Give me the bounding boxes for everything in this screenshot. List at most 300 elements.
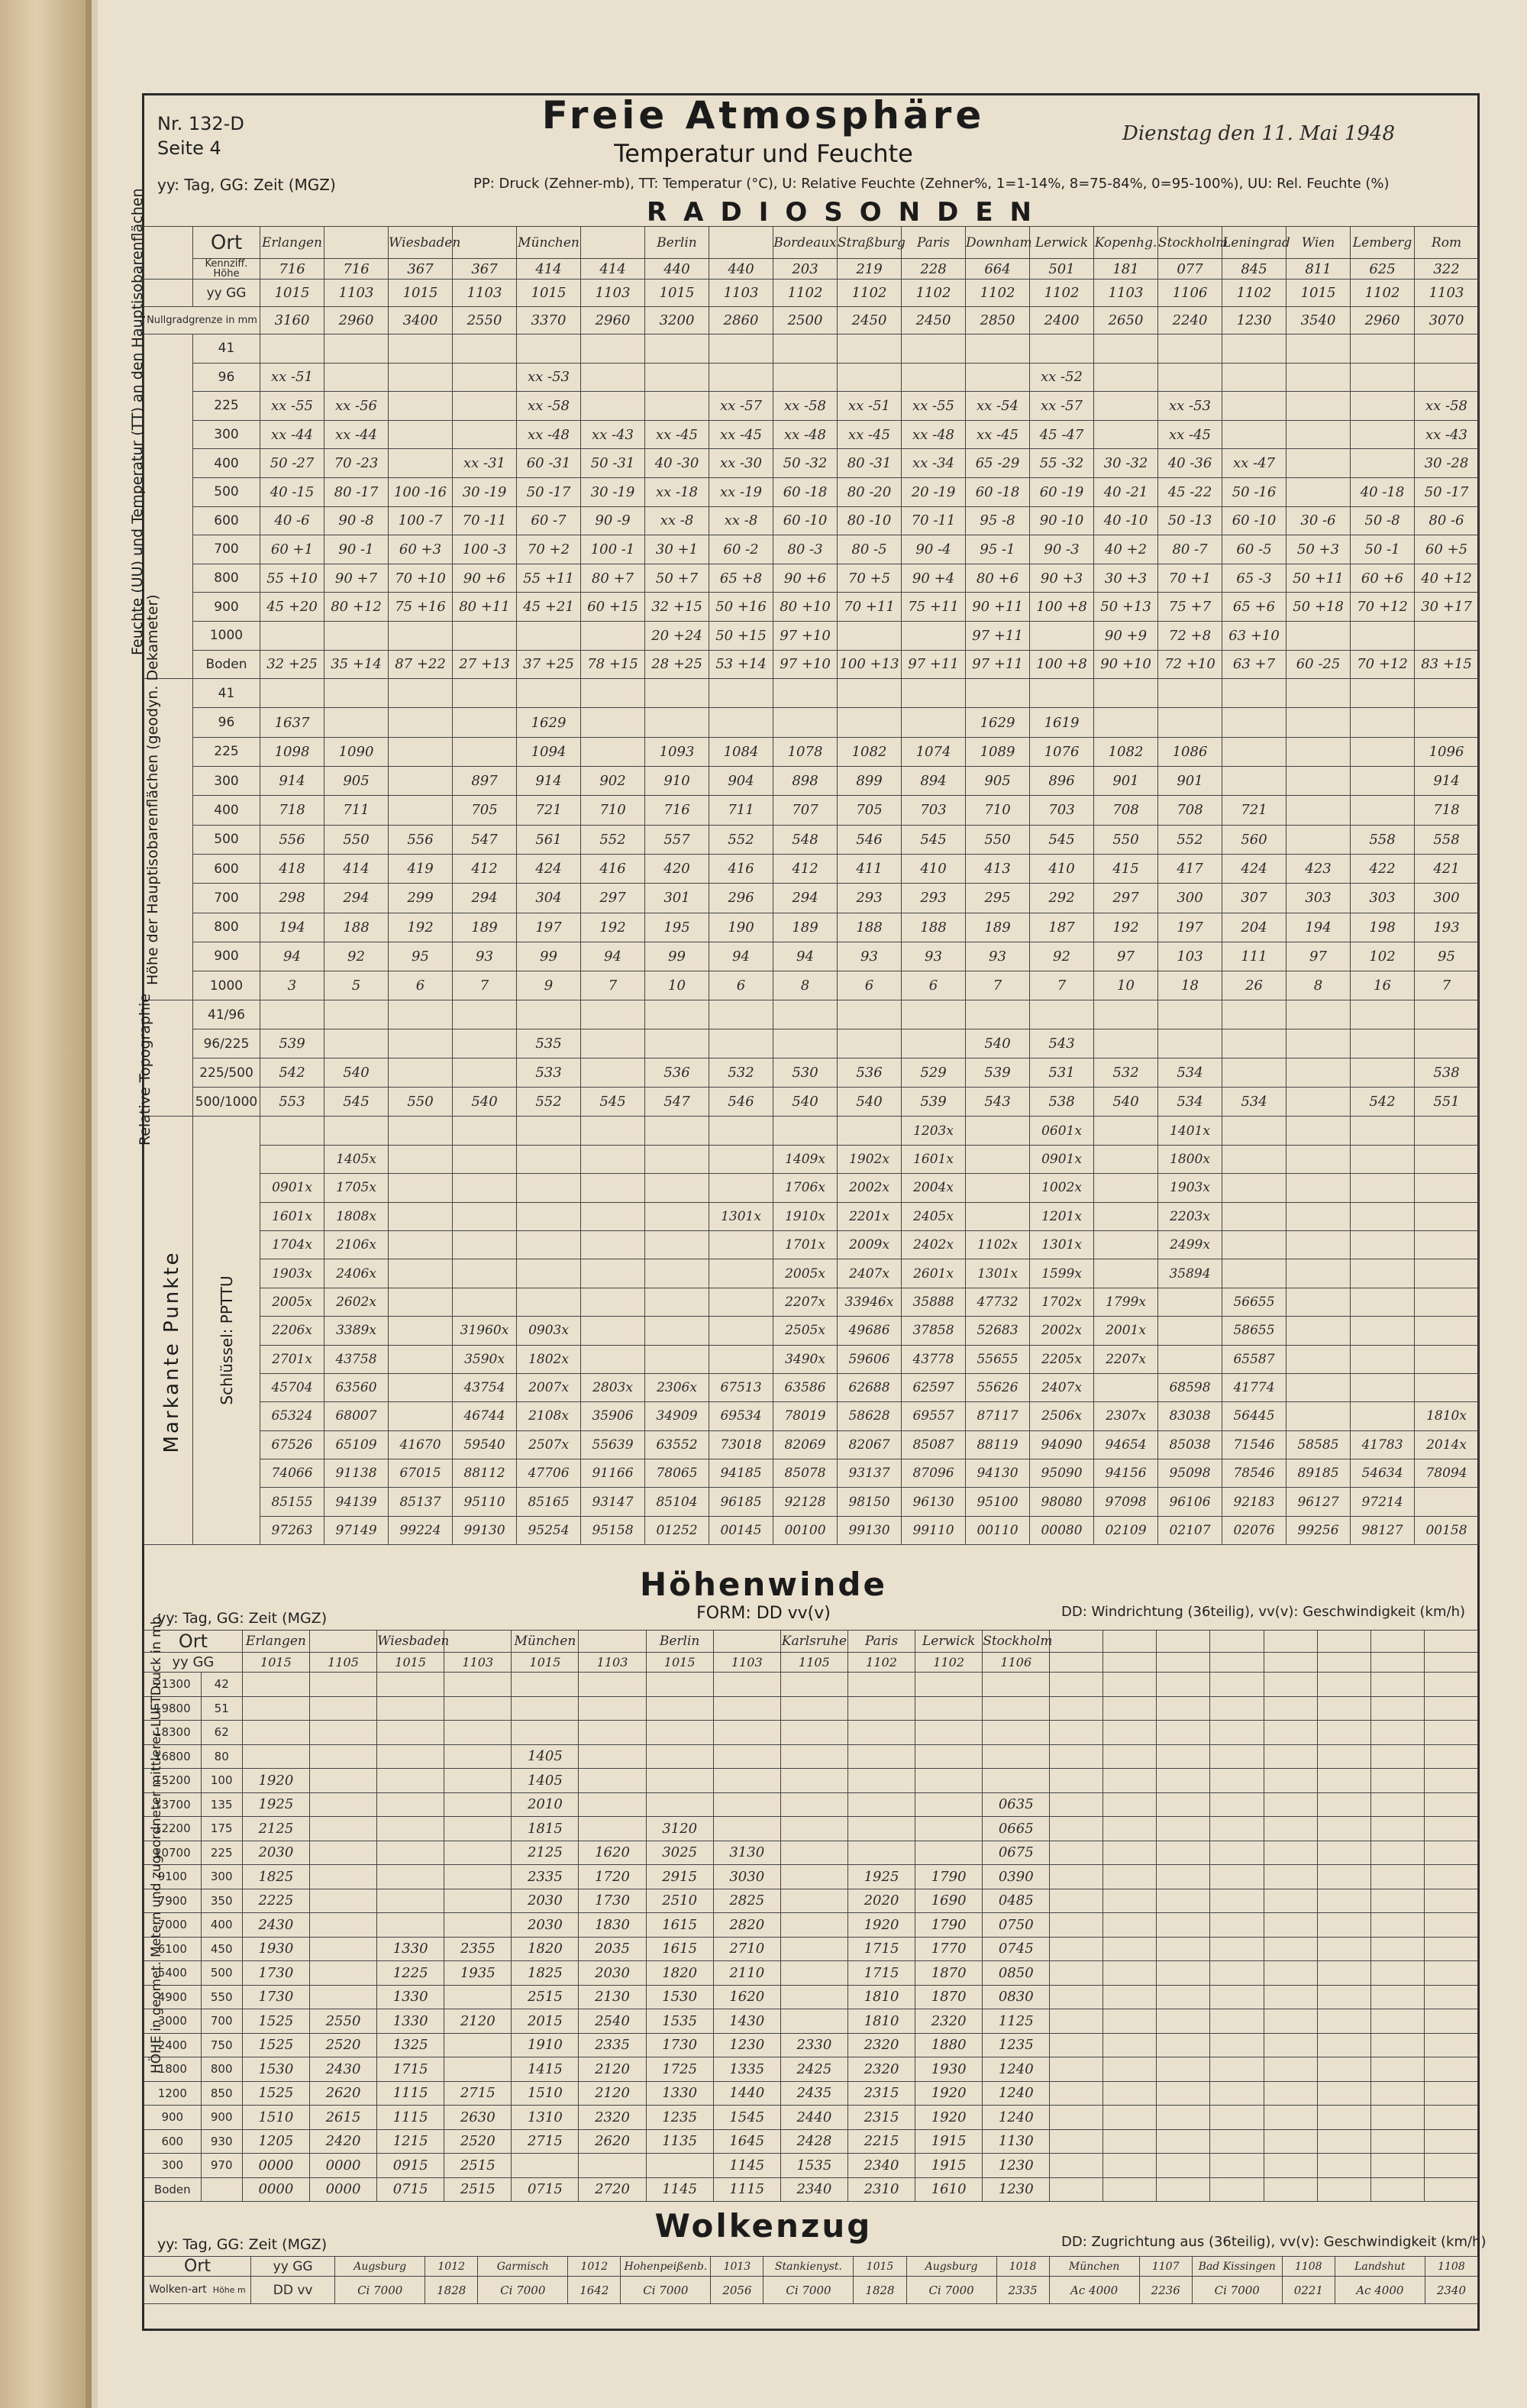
markante-cell: 0901x	[1030, 1145, 1094, 1173]
temp-cell: 63 +7	[1222, 650, 1286, 679]
temp-row	[144, 335, 1479, 364]
markante-row	[144, 1259, 1479, 1288]
markante-cell: 1802x	[517, 1345, 581, 1373]
kennziff-cell: 414	[517, 259, 581, 280]
hw-empty-cell	[1317, 2081, 1370, 2106]
hw-cell: 1615	[646, 1913, 713, 1938]
hoehenwinde-time-key: yy: Tag, GG: Zeit (MGZ)	[157, 1610, 328, 1627]
markante-cell: 97149	[324, 1516, 389, 1544]
station-name: Leningrad	[1222, 227, 1286, 259]
level-label: 500	[193, 825, 260, 854]
hw-empty-cell	[1264, 1631, 1317, 1653]
hw-cell	[915, 1744, 983, 1769]
temp-cell	[1286, 449, 1351, 478]
hw-height-label: 7000	[144, 1913, 202, 1938]
temp-cell: xx -43	[581, 420, 645, 449]
markante-cell	[389, 1288, 453, 1316]
temp-cell	[581, 335, 645, 364]
markante-cell: 68598	[1158, 1373, 1222, 1401]
hw-empty-cell	[1317, 2177, 1370, 2202]
hw-cell: 0000	[309, 2177, 376, 2202]
relativ-cell: 547	[645, 1088, 709, 1117]
hoehe-row	[144, 737, 1479, 766]
hw-cell	[646, 2154, 713, 2178]
markante-cell: 46744	[453, 1402, 517, 1430]
markante-cell: 71546	[1222, 1430, 1286, 1459]
hw-pressure-label: 350	[201, 1889, 242, 1913]
markante-cell	[1351, 1373, 1415, 1401]
hw-empty-cell	[1210, 2009, 1264, 2034]
hw-station-name: Wiesbaden	[377, 1631, 444, 1653]
wz-val-cell: 1642	[568, 2277, 621, 2304]
relativ-cell	[1030, 1000, 1094, 1029]
hoehe-cell: 550	[966, 825, 1030, 854]
hw-row	[144, 2154, 1478, 2178]
temp-cell: 65 +8	[709, 564, 773, 593]
temp-cell	[902, 363, 966, 392]
hw-cell	[309, 1961, 376, 1986]
hw-cell: 0000	[242, 2177, 309, 2202]
hoehe-cell: 188	[902, 913, 966, 942]
hw-cell: 1715	[847, 1937, 915, 1961]
temp-cell: 100 +13	[838, 650, 902, 679]
hw-cell: 1715	[377, 2057, 444, 2082]
level-label: 96	[193, 708, 260, 737]
hw-cell: 1530	[242, 2057, 309, 2082]
temp-cell: 28 +25	[645, 650, 709, 679]
hw-empty-cell	[1103, 2033, 1157, 2057]
temp-cell	[709, 363, 773, 392]
hw-pressure-label: 930	[201, 2129, 242, 2154]
hoehe-cell: 7	[1415, 971, 1479, 1000]
hw-empty-cell	[1317, 1792, 1370, 1817]
relativ-cell: 543	[1030, 1029, 1094, 1059]
markante-cell: 56655	[1222, 1288, 1286, 1316]
hoehe-cell: 5	[324, 971, 389, 1000]
temp-cell: 70 +1	[1158, 564, 1222, 593]
hw-cell: 2340	[780, 2177, 847, 2202]
hw-cell: 2315	[847, 2081, 915, 2106]
hw-cell: 1820	[512, 1937, 579, 1961]
markante-cell: 92128	[773, 1488, 838, 1516]
markante-cell: 1201x	[1030, 1202, 1094, 1230]
hw-cell: 1925	[242, 1792, 309, 1817]
wz-wolken-label: Wolken-art	[149, 2284, 207, 2296]
level-label: 41	[193, 335, 260, 364]
hw-cell	[646, 1744, 713, 1769]
hoehe-cell: 423	[1286, 854, 1351, 883]
hw-cell: 2320	[847, 2033, 915, 2057]
markante-cell: 97098	[1094, 1488, 1158, 1516]
kennziff-cell: 367	[389, 259, 453, 280]
hoehe-cell	[1030, 679, 1094, 708]
temp-cell	[1286, 420, 1351, 449]
relativ-cell	[773, 1029, 838, 1059]
station-name: Kopenhg.	[1094, 227, 1158, 259]
hoehe-cell	[1286, 767, 1351, 796]
hw-empty-cell	[1424, 2057, 1477, 2082]
hw-empty-cell	[1370, 1961, 1424, 1986]
markante-cell: 01252	[645, 1516, 709, 1544]
hw-empty-cell	[1317, 1817, 1370, 1841]
temp-cell	[517, 621, 581, 650]
markante-cell: 00158	[1415, 1516, 1479, 1544]
markante-cell	[709, 1174, 773, 1202]
hw-cell: 1535	[780, 2154, 847, 2178]
temp-cell: 80 +10	[773, 593, 838, 622]
hw-empty-cell	[1264, 2033, 1317, 2057]
hw-cell: 1920	[847, 1913, 915, 1938]
hw-empty-cell	[1050, 1769, 1103, 1793]
temp-cell	[838, 335, 902, 364]
hoehe-cell: 418	[260, 854, 324, 883]
temp-cell: 30 -19	[453, 477, 517, 506]
temp-cell: 53 +14	[709, 650, 773, 679]
hw-cell: 2720	[579, 2177, 646, 2202]
hoehe-cell: 703	[902, 796, 966, 825]
hw-empty-cell	[1317, 2106, 1370, 2130]
hw-empty-cell	[1210, 1769, 1264, 1793]
hw-cell: 1225	[377, 1961, 444, 1986]
markante-cell: 2602x	[324, 1288, 389, 1316]
temp-cell: xx -57	[709, 392, 773, 421]
hw-cell: 1915	[915, 2129, 983, 2154]
temp-cell: 50 -1	[1351, 535, 1415, 564]
temp-cell: 80 -31	[838, 449, 902, 478]
temp-cell	[453, 335, 517, 364]
hw-cell: 2010	[512, 1792, 579, 1817]
temp-cell: 78 +15	[581, 650, 645, 679]
temp-cell: 40 -21	[1094, 477, 1158, 506]
markante-cell: 69534	[709, 1402, 773, 1430]
markante-cell	[1351, 1117, 1415, 1145]
hw-cell: 1330	[646, 2081, 713, 2106]
hw-cell: 2120	[444, 2009, 512, 2034]
hw-empty-cell	[1157, 2009, 1210, 2034]
hw-row	[144, 1792, 1478, 1817]
markante-cell	[389, 1259, 453, 1288]
hoehe-cell: 298	[260, 884, 324, 913]
hw-cell: 1405	[512, 1744, 579, 1769]
temp-cell: 40 -15	[260, 477, 324, 506]
markante-cell: 1599x	[1030, 1259, 1094, 1288]
hoehe-cell: 410	[902, 854, 966, 883]
temp-cell	[1030, 335, 1094, 364]
markante-cell: 99256	[1286, 1516, 1351, 1544]
temp-row	[144, 593, 1479, 622]
temp-cell: 60 +5	[1415, 535, 1479, 564]
hoehe-cell: 708	[1094, 796, 1158, 825]
relativ-cell	[1351, 1029, 1415, 1059]
hw-cell: 1770	[915, 1937, 983, 1961]
hw-cell	[713, 1744, 780, 1769]
markante-cell	[1158, 1288, 1222, 1316]
markante-cell: 00145	[709, 1516, 773, 1544]
hw-cell: 1525	[242, 2009, 309, 2034]
markante-row	[144, 1459, 1479, 1488]
hw-empty-cell	[1210, 1865, 1264, 1889]
markante-cell: 85104	[645, 1488, 709, 1516]
hoehe-cell: 1082	[1094, 737, 1158, 766]
markante-cell: 96106	[1158, 1488, 1222, 1516]
markante-cell: 1910x	[773, 1202, 838, 1230]
hw-cell	[242, 1673, 309, 1697]
hw-cell: 2335	[512, 1865, 579, 1889]
hoehe-cell	[645, 708, 709, 737]
hw-cell: 1790	[915, 1865, 983, 1889]
temp-row	[144, 363, 1479, 392]
wz-station-name: Bad Kissingen	[1192, 2257, 1282, 2277]
hoehe-cell: 414	[324, 854, 389, 883]
wz-ort-label: Ort	[144, 2257, 251, 2277]
hoehe-cell: 94	[581, 942, 645, 971]
hoehe-cell: 1094	[517, 737, 581, 766]
hw-cell: 1920	[242, 1769, 309, 1793]
markante-cell: 41783	[1351, 1430, 1415, 1459]
markante-cell	[1286, 1117, 1351, 1145]
hw-cell	[915, 1769, 983, 1793]
hoehe-cell: 189	[773, 913, 838, 942]
hw-empty-cell	[1210, 2129, 1264, 2154]
markante-cell	[1351, 1317, 1415, 1345]
hw-row	[144, 1721, 1478, 1745]
hoehe-row	[144, 854, 1479, 883]
temp-cell: 45 +21	[517, 593, 581, 622]
temp-cell: 50 -16	[1222, 477, 1286, 506]
hoehe-cell	[1158, 679, 1222, 708]
yygg-cell: 1103	[709, 280, 773, 307]
hw-cell	[309, 1889, 376, 1913]
markante-cell: 99130	[453, 1516, 517, 1544]
markante-row	[144, 1117, 1479, 1145]
markante-cell	[1415, 1345, 1479, 1373]
wz-station-name: Augsburg	[335, 2257, 425, 2277]
hoehe-cell	[389, 796, 453, 825]
temp-cell: 60 -10	[1222, 506, 1286, 535]
hw-pressure-label: 80	[201, 1744, 242, 1769]
temp-cell: 50 +16	[709, 593, 773, 622]
hoehe-cell: 1629	[966, 708, 1030, 737]
relativ-cell	[1286, 1088, 1351, 1117]
hw-cell: 2320	[915, 2009, 983, 2034]
hw-empty-cell	[1317, 1865, 1370, 1889]
relativ-cell	[1094, 1000, 1158, 1029]
hw-empty-cell	[1264, 2009, 1317, 2034]
hoehe-cell: 419	[389, 854, 453, 883]
markante-cell: 55655	[966, 1345, 1030, 1373]
hoehe-cell	[1094, 679, 1158, 708]
hoehe-cell: 416	[709, 854, 773, 883]
markante-cell: 35888	[902, 1288, 966, 1316]
markante-cell	[389, 1117, 453, 1145]
hoehe-cell: 7	[453, 971, 517, 1000]
hoehe-cell: 412	[773, 854, 838, 883]
hoehe-row	[144, 796, 1479, 825]
hw-empty-cell	[1210, 1841, 1264, 1865]
yygg-cell: 1015	[645, 280, 709, 307]
hw-yygg-cell: 1015	[242, 1653, 309, 1673]
relativ-cell: 538	[1415, 1059, 1479, 1088]
markante-cell: 2803x	[581, 1373, 645, 1401]
hw-height-label: 12200	[144, 1817, 202, 1841]
hw-cell	[444, 1792, 512, 1817]
markante-cell	[838, 1117, 902, 1145]
markante-cell	[1286, 1174, 1351, 1202]
markante-cell: 83038	[1158, 1402, 1222, 1430]
wz-cloud-cell: Ac 4000	[1049, 2277, 1139, 2304]
hw-cell: 0000	[309, 2154, 376, 2178]
hw-cell	[780, 1792, 847, 1817]
wz-station-row	[144, 2257, 1478, 2277]
hoehe-cell: 197	[517, 913, 581, 942]
markante-cell: 1903x	[260, 1259, 324, 1288]
markante-cell: 56445	[1222, 1402, 1286, 1430]
relativ-cell	[517, 1000, 581, 1029]
hw-cell	[512, 2154, 579, 2178]
hoehe-cell: 94	[709, 942, 773, 971]
hw-empty-cell	[1317, 2129, 1370, 2154]
temp-cell: 60 +3	[389, 535, 453, 564]
hw-cell	[983, 1673, 1050, 1697]
hw-cell: 1615	[646, 1937, 713, 1961]
markante-cell: 1601x	[902, 1145, 966, 1173]
hoehe-cell	[1222, 767, 1286, 796]
hoehe-cell	[902, 679, 966, 708]
hw-empty-cell	[1103, 2057, 1157, 2082]
markante-cell	[773, 1117, 838, 1145]
level-label: 900	[193, 593, 260, 622]
markante-cell	[517, 1117, 581, 1145]
hw-height-label: 1200	[144, 2081, 202, 2106]
relativ-cell	[1158, 1029, 1222, 1059]
hw-cell: 1230	[983, 2177, 1050, 2202]
markante-cell: 43754	[453, 1373, 517, 1401]
ort-label: Ort	[193, 227, 260, 259]
hw-yygg-cell: 1105	[780, 1653, 847, 1673]
hw-empty-cell	[1424, 2154, 1477, 2178]
hw-height-label: Boden	[144, 2177, 202, 2202]
temp-cell	[838, 363, 902, 392]
relativ-cell: 534	[1158, 1059, 1222, 1088]
temp-cell: xx -52	[1030, 363, 1094, 392]
hw-cell: 1870	[915, 1961, 983, 1986]
station-name	[453, 227, 517, 259]
hw-cell	[309, 1865, 376, 1889]
hw-empty-cell	[1264, 1673, 1317, 1697]
hw-empty-cell	[1317, 1769, 1370, 1793]
hw-empty-cell	[1103, 2106, 1157, 2130]
markante-cell: 95254	[517, 1516, 581, 1544]
markante-cell	[1286, 1288, 1351, 1316]
temp-cell: xx -8	[645, 506, 709, 535]
station-name	[324, 227, 389, 259]
markante-cell: 1301x	[1030, 1230, 1094, 1259]
station-name: Wiesbaden	[389, 227, 453, 259]
markante-cell: 02076	[1222, 1516, 1286, 1544]
hw-cell	[377, 1817, 444, 1841]
markante-cell: 85137	[389, 1488, 453, 1516]
hoehe-cell: 8	[1286, 971, 1351, 1000]
hw-empty-cell	[1317, 1673, 1370, 1697]
markante-cell	[966, 1174, 1030, 1202]
hoehe-cell	[260, 679, 324, 708]
hw-cell	[847, 1792, 915, 1817]
temp-cell: xx -48	[902, 420, 966, 449]
hoehe-row	[144, 913, 1479, 942]
markante-cell	[1222, 1230, 1286, 1259]
hw-row	[144, 1961, 1478, 1986]
markante-row	[144, 1174, 1479, 1202]
markante-cell	[1415, 1317, 1479, 1345]
hw-cell	[646, 1721, 713, 1745]
hw-empty-cell	[1103, 1744, 1157, 1769]
hw-station-name: Karlsruhe	[780, 1631, 847, 1653]
markante-cell	[453, 1259, 517, 1288]
markante-cell	[581, 1259, 645, 1288]
nullgrad-cell: 2450	[838, 307, 902, 335]
hw-empty-cell	[1370, 1673, 1424, 1697]
hw-cell: 0830	[983, 1985, 1050, 2009]
hoehe-cell	[709, 708, 773, 737]
hw-height-label: 5400	[144, 1961, 202, 1986]
page-subtitle: Temperatur und Feuchte	[614, 139, 913, 168]
temp-cell: 40 -10	[1094, 506, 1158, 535]
relativ-cell	[1094, 1029, 1158, 1059]
hw-empty-cell	[1317, 1653, 1370, 1673]
markante-cell	[260, 1117, 324, 1145]
markante-cell: 1203x	[902, 1117, 966, 1145]
hw-empty-cell	[1424, 1889, 1477, 1913]
wz-val-cell: 2056	[711, 2277, 764, 2304]
temp-cell: 50 +3	[1286, 535, 1351, 564]
hw-empty-cell	[1370, 2033, 1424, 2057]
markante-cell	[1286, 1402, 1351, 1430]
temp-cell: 90 +10	[1094, 650, 1158, 679]
station-name: Downham	[966, 227, 1030, 259]
hw-empty-cell	[1103, 2129, 1157, 2154]
hw-row	[144, 2177, 1478, 2202]
hw-empty-cell	[1157, 2057, 1210, 2082]
hoehe-cell: 7	[966, 971, 1030, 1000]
hw-cell: 2215	[847, 2129, 915, 2154]
markante-cell	[645, 1117, 709, 1145]
relativ-cell	[1158, 1000, 1222, 1029]
hoehe-cell	[1158, 708, 1222, 737]
hoehe-cell: 417	[1158, 854, 1222, 883]
temp-cell: xx -18	[645, 477, 709, 506]
hoehe-cell	[1351, 767, 1415, 796]
markante-cell: 2014x	[1415, 1430, 1479, 1459]
relativ-row	[144, 1059, 1479, 1088]
temp-row	[144, 535, 1479, 564]
hw-cell	[579, 1673, 646, 1697]
hoehe-cell: 556	[260, 825, 324, 854]
hw-empty-cell	[1370, 1937, 1424, 1961]
wz-ddvv-label: DD vv	[251, 2277, 335, 2304]
hw-cell: 1415	[512, 2057, 579, 2082]
hw-cell	[444, 1673, 512, 1697]
markante-row	[144, 1288, 1479, 1316]
markante-cell: 49686	[838, 1317, 902, 1345]
hw-station-name: Lerwick	[915, 1631, 983, 1653]
relativ-cell	[838, 1029, 902, 1059]
markante-row	[144, 1402, 1479, 1430]
yygg-cell: 1015	[517, 280, 581, 307]
relativ-cell: 540	[324, 1059, 389, 1088]
temp-cell: 50 -32	[773, 449, 838, 478]
relativ-cell	[838, 1000, 902, 1029]
page-title: Freie Atmosphäre	[541, 93, 986, 137]
